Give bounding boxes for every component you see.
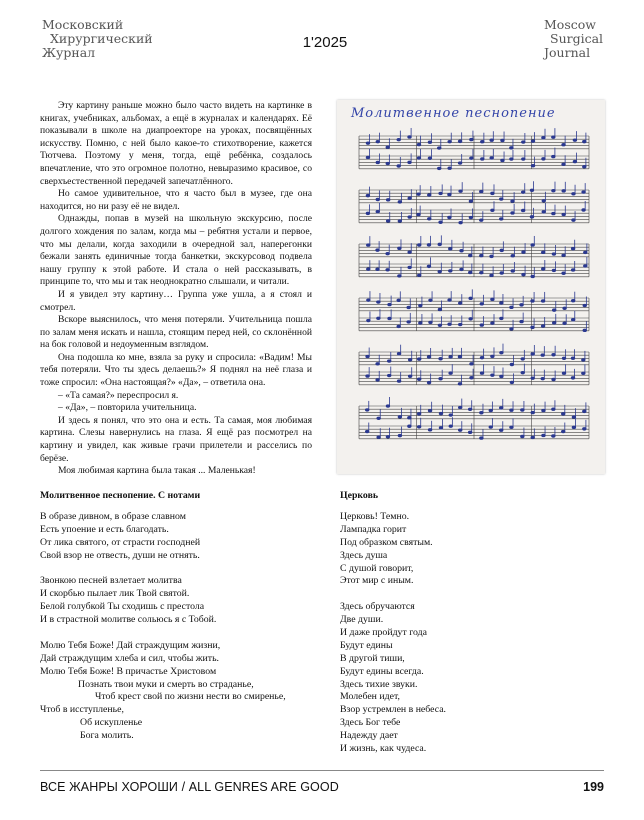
paragraph: Но самое удивительное, что я часто был в музее, где она находится, но ни разу её не видел. (40, 188, 312, 212)
sheet-music-image (337, 100, 605, 474)
logo-ru-line-3: Журнал (42, 45, 96, 60)
poem-line: Здесь душа (340, 549, 388, 561)
poem-line: В образе дивном, в образе славном (40, 511, 186, 522)
logo-en-line-2: Surgical (550, 31, 604, 46)
poem-title: Церковь (340, 490, 379, 501)
poem-line: Молебен идет, (340, 691, 400, 703)
paragraph: Моя любимая картина была такая ... Маленькая! (58, 465, 256, 477)
poem-line: Познать твои муки и смерть во страданье, (78, 678, 254, 690)
sheet-music-staves (337, 100, 605, 474)
logo-en-line-3: Journal (544, 45, 591, 60)
poem-line: Здесь Бог тебе (340, 717, 401, 729)
paragraph: И я увидел эту картину… Группа уже ушла, а я стоял и смотрел. (40, 288, 312, 313)
poem-line: Молю Тебя Боже! В причастье Христовом (40, 665, 217, 677)
poem-line: И жизнь, как чудеса. (340, 743, 427, 755)
footer-rule (40, 770, 604, 771)
logo-ru-line-1: Московский (42, 17, 124, 32)
poem-right (340, 490, 600, 756)
poem-left (40, 490, 320, 743)
logo-en-line-1: Moscow (544, 17, 596, 32)
poem-line: Церковь! Темно. (340, 511, 410, 522)
poem-line: И в страстной молитве сольюсь я с Тобой. (40, 614, 217, 626)
poem-line: Будут едины всегда. (340, 665, 424, 677)
poem-line: С душой говорит, (340, 562, 414, 574)
journal-logo-en (544, 18, 624, 78)
poem-line: Взор устремлен в небеса. (340, 704, 446, 716)
poem-line: Будут едины (340, 639, 393, 651)
poem-line: Лампадка горит (340, 523, 407, 535)
poem-line: И скорбью пылает лик Твой святой. (40, 588, 190, 600)
poem-line: От лика святого, от страсти господней (40, 536, 201, 548)
poem-line (40, 563, 320, 576)
poem-line: Об искупленье (80, 717, 143, 729)
article-body (40, 100, 312, 478)
poem-line: Белой голубкой Ты сходишь с престола (40, 601, 205, 613)
paragraph: Она подошла ко мне, взяла за руку и спросила: «Вадим! Мы тебя потеряли. Что ты здесь делаешь?» Я поднял на неё глаза и тоже спросил: «Она настоящая?» «Да», – ответила она. (40, 351, 312, 389)
poem-line: Здесь тихие звуки. (340, 678, 418, 690)
journal-logo-ru (42, 18, 172, 74)
paragraph: Вскоре выяснилось, что меня потеряли. Учительница пошла по залам меня искать и нашла, стоящим перед ней, со склонённой на бок головой и недоуменным взглядом. (40, 314, 312, 351)
logo-ru-line-2: Хирургический (50, 31, 153, 46)
sheet-music-title: Молитвенное песнопение (351, 106, 556, 121)
poem-line: Чтоб в исступленье, (40, 704, 124, 716)
paragraph: Эту картину раньше можно было часто видеть на картинке в книгах, учебниках, альбомах, а ещё в журналах и календарях. Её показывали в школе на диапроекторе на уроках, посвящённых искусству. Помню, с ней было какое-то стихотворение, кажется Тютчева. Поэтому у меня, тогда, ещё ребёнка, создалось впечатление, что это огромное полотно, невыразимо красивое, со сверхъестественной передачей запечатлённого. (40, 100, 312, 187)
poem-line: Надежду дает (340, 730, 398, 742)
poem-line (340, 588, 600, 601)
poem-title: Молитвенное песнопение. С нотами (40, 490, 201, 501)
issue-number: 1'2025 (302, 34, 348, 51)
poem-lines (340, 511, 600, 756)
paragraph: Однажды, попав в музей на школьную экскурсию, после долгого хождения по залам, когда мы – ребятня устали и первое, что мы делали, когда заходили в очередной зал, наперегонки бежали занять единичные тогда банкетки, экскурсовод подвела нашу группу к этой работе. И стала о ней рассказывать, в принципе то, что мы и так неоднократно слышали, и читали. (40, 213, 312, 288)
paragraph: – «Та самая?» переспросил я. (58, 389, 179, 401)
poem-line: Две души. (340, 614, 384, 626)
poem-line: В другой тиши, (340, 652, 405, 664)
poem-line: И даже пройдут года (340, 627, 427, 639)
poem-line: Есть упоение и есть благодать. (40, 523, 169, 535)
page-number: 199 (583, 780, 604, 794)
poem-line (40, 627, 320, 640)
paragraph: И здесь я понял, что это она и есть. Та самая, моя любимая картина. Слезы навернулись на глаза. Я ещё раз посмотрел на картину и увидел, как живые грачи прилетели и расселись по берёзе. (40, 414, 312, 464)
poem-lines (40, 511, 320, 743)
poem-line: Этот мир с иным. (340, 575, 414, 587)
paragraph: – «Да», – повторила учительница. (58, 402, 197, 414)
section-title: ВСЕ ЖАНРЫ ХОРОШИ / ALL GENRES ARE GOOD (40, 780, 339, 794)
poem-line: Чтоб крест свой по жизни нести во смиренье, (95, 691, 286, 703)
poem-line: Бога молить. (80, 730, 134, 742)
poem-line: Звонкою песней взлетает молитва (40, 575, 182, 587)
poem-line: Молю Тебя Боже! Дай страждущим жизни, (40, 639, 221, 651)
poem-line: Дай страждущим хлеба и сил, чтобы жить. (40, 652, 219, 664)
poem-line: Свой взор не отвесть, души не отнять. (40, 549, 200, 561)
poem-line: Здесь обручаются (340, 601, 415, 613)
poem-line: Под образком святым. (340, 536, 433, 548)
